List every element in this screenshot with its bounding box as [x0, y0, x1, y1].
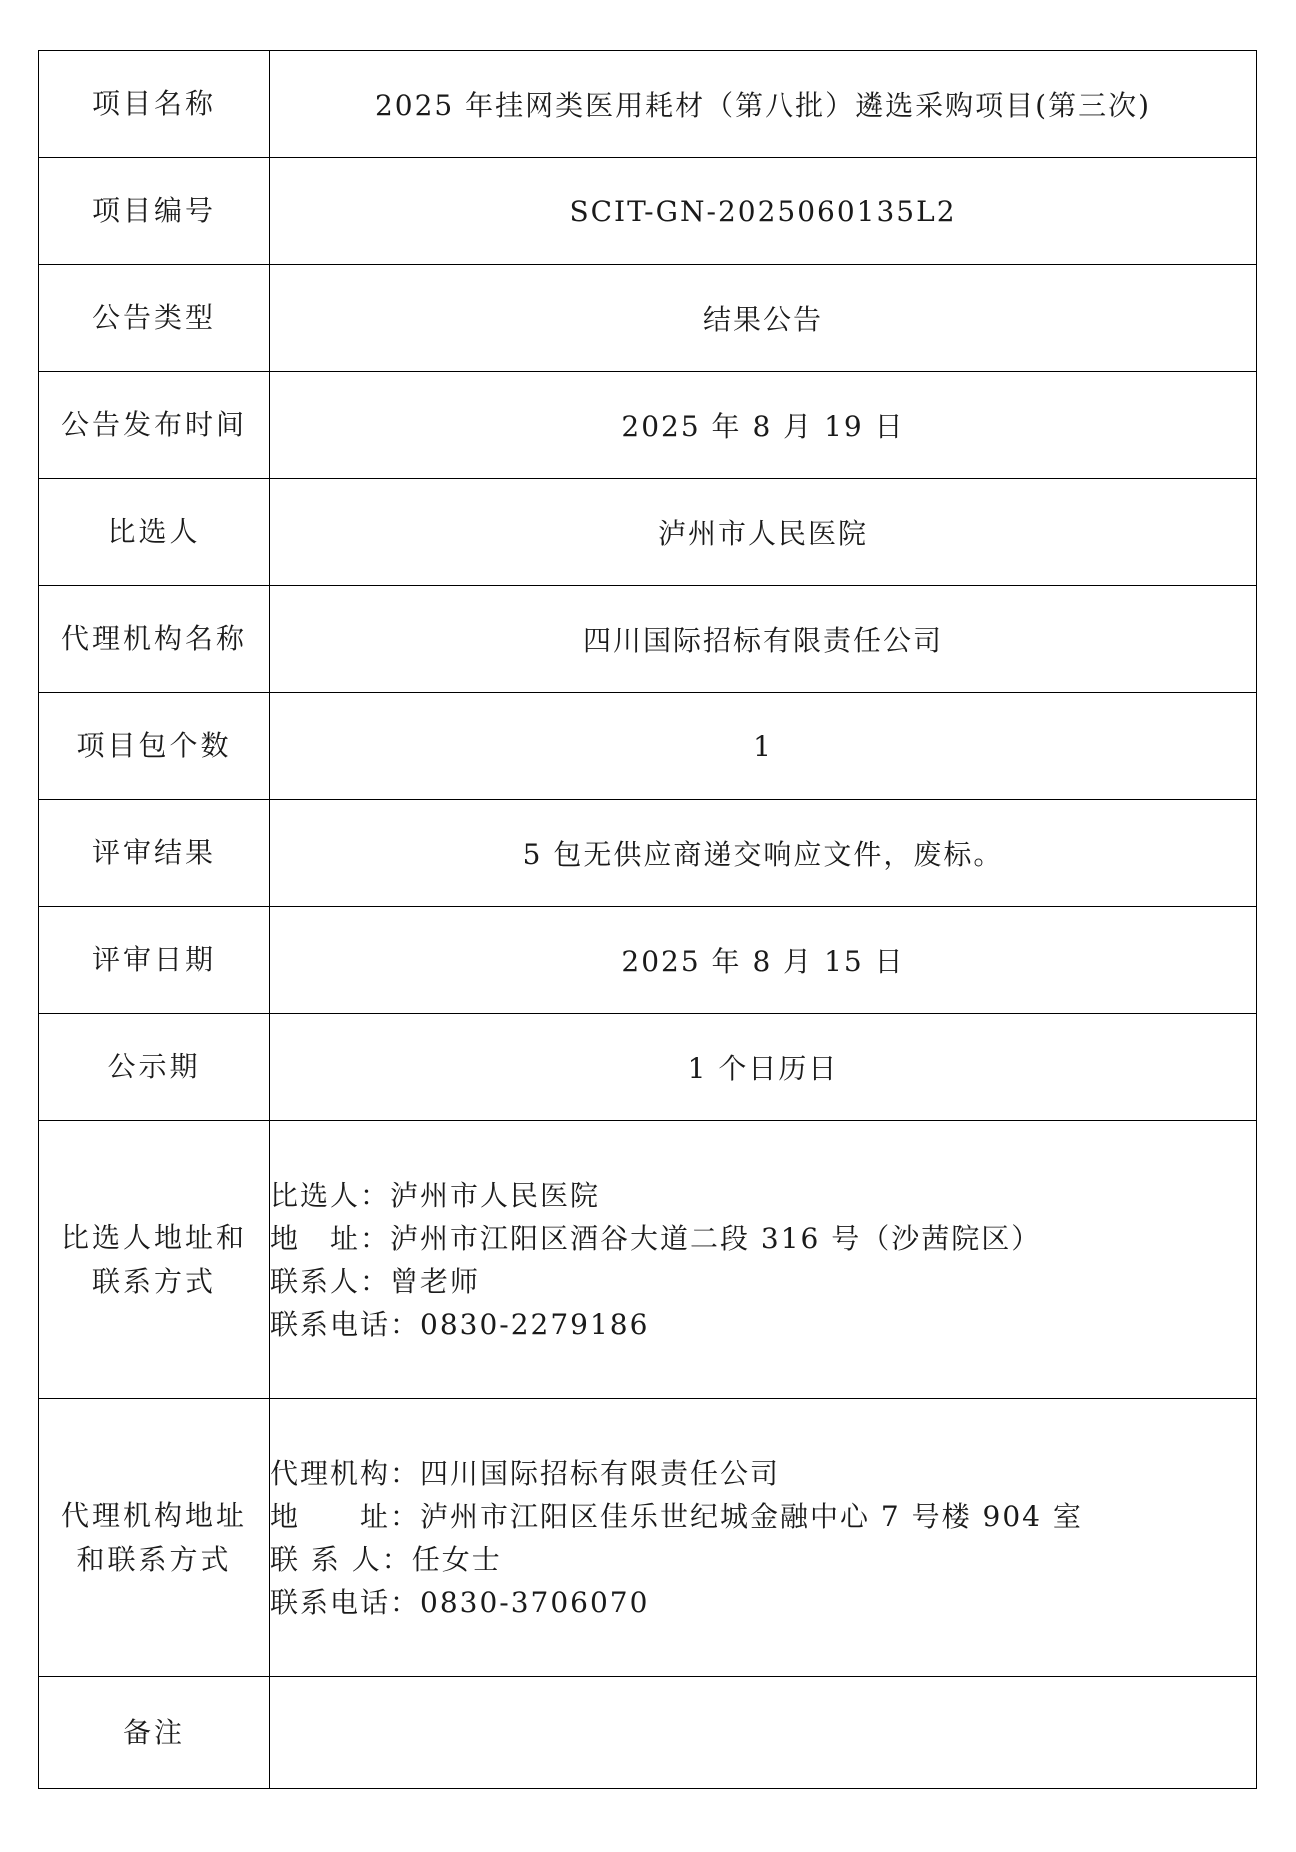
value-publicity-period: 1 个日历日 [270, 1014, 1257, 1121]
label-review-result: 评审结果 [39, 800, 270, 907]
bidder-contact-address: 地 址：泸州市江阳区酒谷大道二段 316 号（沙茜院区） [270, 1221, 1042, 1255]
label-remarks: 备注 [39, 1677, 270, 1789]
label-bidder-contact [39, 1121, 270, 1399]
label-bidder: 比选人 [39, 479, 270, 586]
value-review-result: 5 包无供应商递交响应文件，废标。 [270, 800, 1257, 907]
agency-contact-phone: 联系电话：0830-3706070 [270, 1585, 650, 1619]
label-agency-contact-line1: 代理机构地址 [60, 1498, 247, 1532]
row-project-name [39, 51, 1257, 158]
label-agency-name: 代理机构名称 [39, 586, 270, 693]
bidder-contact-name: 比选人：泸州市人民医院 [270, 1178, 601, 1212]
agency-contact-name: 代理机构：四川国际招标有限责任公司 [270, 1456, 781, 1490]
value-review-date: 2025 年 8 月 15 日 [270, 907, 1257, 1014]
label-review-date: 评审日期 [39, 907, 270, 1014]
row-bidder-contact [39, 1121, 1257, 1399]
announcement-table [38, 50, 1257, 1789]
row-agency-contact [39, 1399, 1257, 1677]
bidder-contact-phone: 联系电话：0830-2279186 [270, 1307, 650, 1341]
label-project-name: 项目名称 [39, 51, 270, 158]
value-project-number: SCIT-GN-2025060135L2 [270, 158, 1257, 265]
row-publish-date [39, 372, 1257, 479]
row-agency-name [39, 586, 1257, 693]
row-announcement-type [39, 265, 1257, 372]
row-package-count [39, 693, 1257, 800]
value-publish-date: 2025 年 8 月 19 日 [270, 372, 1257, 479]
bidder-contact-person: 联系人：曾老师 [270, 1264, 481, 1298]
label-publicity-period: 公示期 [39, 1014, 270, 1121]
value-agency-name: 四川国际招标有限责任公司 [270, 586, 1257, 693]
row-bidder [39, 479, 1257, 586]
label-bidder-contact-line1: 比选人地址和 [60, 1220, 247, 1254]
label-publish-date: 公告发布时间 [39, 372, 270, 479]
label-bidder-contact-line2: 联系方式 [91, 1264, 216, 1298]
label-package-count: 项目包个数 [39, 693, 270, 800]
label-agency-contact [39, 1399, 270, 1677]
value-package-count: 1 [270, 693, 1257, 800]
value-remarks [270, 1677, 1257, 1789]
value-bidder-contact [270, 1121, 1257, 1399]
row-review-result [39, 800, 1257, 907]
label-agency-contact-line2: 和联系方式 [76, 1542, 232, 1576]
value-bidder: 泸州市人民医院 [270, 479, 1257, 586]
row-remarks [39, 1677, 1257, 1789]
value-announcement-type: 结果公告 [270, 265, 1257, 372]
row-review-date [39, 907, 1257, 1014]
agency-contact-address: 地 址：泸州市江阳区佳乐世纪城金融中心 7 号楼 904 室 [270, 1499, 1083, 1533]
agency-contact-person: 联 系 人：任女士 [270, 1542, 502, 1576]
value-project-name: 2025 年挂网类医用耗材（第八批）遴选采购项目(第三次) [270, 51, 1257, 158]
row-project-number [39, 158, 1257, 265]
label-project-number: 项目编号 [39, 158, 270, 265]
label-announcement-type: 公告类型 [39, 265, 270, 372]
row-publicity-period [39, 1014, 1257, 1121]
value-agency-contact [270, 1399, 1257, 1677]
